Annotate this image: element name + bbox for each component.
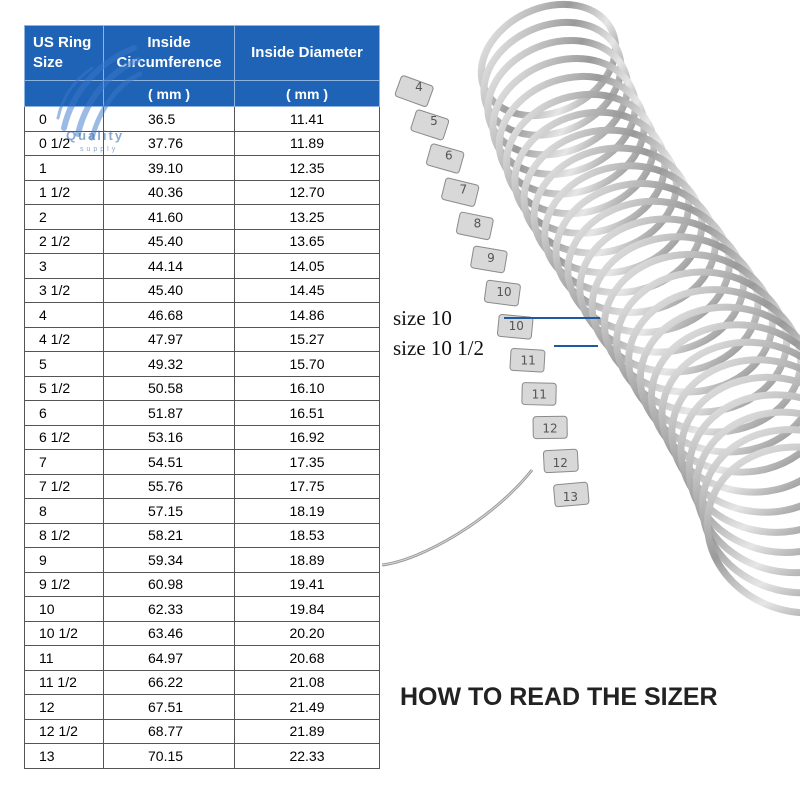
sizer-cable-highlight [382, 470, 532, 565]
cell-circumference: 54.51 [104, 450, 235, 475]
cell-diameter: 13.25 [235, 205, 380, 230]
sizer-tab-number: 7 [459, 182, 468, 197]
table-row [25, 523, 380, 548]
cell-circumference: 57.15 [104, 499, 235, 524]
sizer-tab-number: 11 [520, 353, 536, 368]
cell-size: 1 1/2 [25, 180, 104, 205]
cell-diameter: 22.33 [235, 744, 380, 769]
cell-size: 13 [25, 744, 104, 769]
cell-size: 2 1/2 [25, 229, 104, 254]
cell-diameter: 12.35 [235, 156, 380, 181]
cell-size: 3 1/2 [25, 278, 104, 303]
sizer-tab [410, 109, 449, 140]
cell-size: 4 1/2 [25, 327, 104, 352]
table-row [25, 205, 380, 230]
sizer-tab-number: 13 [562, 490, 579, 504]
cell-circumference: 44.14 [104, 254, 235, 279]
sizer-tab-number: 6 [444, 148, 453, 163]
cell-circumference: 60.98 [104, 572, 235, 597]
cell-circumference: 47.97 [104, 327, 235, 352]
sizer-tab [522, 383, 556, 406]
cell-diameter: 21.89 [235, 719, 380, 744]
cell-size: 10 1/2 [25, 621, 104, 646]
table-row [25, 254, 380, 279]
sizer-cable [382, 470, 532, 565]
sizer-tab [510, 348, 545, 372]
cell-circumference: 51.87 [104, 401, 235, 426]
table-row [25, 744, 380, 769]
table-body [25, 107, 380, 769]
sizer-tab-number: 11 [531, 387, 547, 402]
cell-circumference: 64.97 [104, 646, 235, 671]
cell-size: 8 1/2 [25, 523, 104, 548]
sizer-tab-number: 9 [487, 250, 495, 265]
cell-circumference: 50.58 [104, 376, 235, 401]
cell-size: 12 [25, 695, 104, 720]
cell-circumference: 70.15 [104, 744, 235, 769]
table-row [25, 621, 380, 646]
cell-diameter: 16.51 [235, 401, 380, 426]
cell-circumference: 62.33 [104, 597, 235, 622]
sizer-tab-number: 10 [508, 319, 524, 334]
cell-circumference: 66.22 [104, 670, 235, 695]
cell-circumference: 55.76 [104, 474, 235, 499]
watermark-subtext: supply [80, 146, 119, 153]
sizer-tab-number: 12 [542, 421, 558, 436]
sizer-tab [533, 416, 567, 438]
cell-diameter: 14.45 [235, 278, 380, 303]
header-inside-circumference: Inside Circumference [104, 26, 235, 81]
cell-circumference: 59.34 [104, 548, 235, 573]
cell-circumference: 68.77 [104, 719, 235, 744]
cell-circumference: 36.5 [104, 107, 235, 132]
header-unit-diameter: ( mm ) [235, 81, 380, 107]
cell-size: 5 [25, 352, 104, 377]
table-row [25, 695, 380, 720]
sizer-tab-number: 4 [415, 80, 423, 94]
cell-circumference: 37.76 [104, 131, 235, 156]
cell-circumference: 63.46 [104, 621, 235, 646]
cell-size: 11 [25, 646, 104, 671]
sizer-tab [441, 178, 479, 207]
cell-circumference: 39.10 [104, 156, 235, 181]
watermark-text: Quality [66, 128, 125, 143]
sizer-tab [553, 482, 589, 507]
cell-diameter: 18.19 [235, 499, 380, 524]
cell-circumference: 41.60 [104, 205, 235, 230]
cell-diameter: 18.89 [235, 548, 380, 573]
cell-diameter: 18.53 [235, 523, 380, 548]
cell-size: 9 1/2 [25, 572, 104, 597]
cell-circumference: 45.40 [104, 278, 235, 303]
table-row [25, 278, 380, 303]
table-row [25, 499, 380, 524]
header-unit-blank [25, 81, 104, 107]
cell-size: 1 [25, 156, 104, 181]
table-row [25, 597, 380, 622]
cell-diameter: 17.35 [235, 450, 380, 475]
cell-diameter: 14.05 [235, 254, 380, 279]
cell-size: 7 1/2 [25, 474, 104, 499]
sizer-tab-number: 12 [552, 455, 568, 470]
sizer-tab-number: 5 [430, 114, 438, 129]
cell-size: 8 [25, 499, 104, 524]
table-row [25, 229, 380, 254]
sizer-tab [470, 246, 507, 273]
cell-diameter: 17.75 [235, 474, 380, 499]
sizer-tab [394, 75, 433, 107]
cell-diameter: 19.84 [235, 597, 380, 622]
cell-size: 2 [25, 205, 104, 230]
cell-diameter: 11.41 [235, 107, 380, 132]
cell-diameter: 21.49 [235, 695, 380, 720]
table-row [25, 719, 380, 744]
cell-diameter: 12.70 [235, 180, 380, 205]
table-row [25, 352, 380, 377]
cell-size: 5 1/2 [25, 376, 104, 401]
cell-diameter: 19.41 [235, 572, 380, 597]
cell-size: 12 1/2 [25, 719, 104, 744]
cell-size: 11 1/2 [25, 670, 104, 695]
cell-size: 6 [25, 401, 104, 426]
cell-circumference: 49.32 [104, 352, 235, 377]
sizer-tab-number: 10 [496, 285, 512, 299]
cell-size: 4 [25, 303, 104, 328]
table-row [25, 425, 380, 450]
table-row [25, 180, 380, 205]
cell-circumference: 58.21 [104, 523, 235, 548]
how-to-read-caption: HOW TO READ THE SIZER [400, 683, 718, 711]
header-us-ring-size: US Ring Size [25, 26, 104, 81]
table-row [25, 303, 380, 328]
cell-size: 10 [25, 597, 104, 622]
cell-diameter: 20.68 [235, 646, 380, 671]
sizer-tab [456, 212, 494, 240]
table-row [25, 376, 380, 401]
sizer-tab-number: 8 [473, 216, 482, 231]
cell-diameter: 16.10 [235, 376, 380, 401]
cell-size: 0 1/2 [25, 131, 104, 156]
cell-diameter: 15.70 [235, 352, 380, 377]
header-unit-circumference: ( mm ) [104, 81, 235, 107]
header-inside-diameter: Inside Diameter [235, 26, 380, 81]
cell-diameter: 21.08 [235, 670, 380, 695]
table-row [25, 670, 380, 695]
sizer-tab [426, 143, 465, 173]
cell-circumference: 53.16 [104, 425, 235, 450]
table-row [25, 474, 380, 499]
cell-circumference: 45.40 [104, 229, 235, 254]
table-row [25, 327, 380, 352]
table-row [25, 450, 380, 475]
cell-diameter: 13.65 [235, 229, 380, 254]
label-size-10-half: size 10 1/2 [393, 336, 484, 360]
table-row [25, 401, 380, 426]
sizer-tab [484, 280, 521, 306]
cell-circumference: 40.36 [104, 180, 235, 205]
table-row [25, 548, 380, 573]
cell-size: 7 [25, 450, 104, 475]
cell-size: 3 [25, 254, 104, 279]
cell-diameter: 11.89 [235, 131, 380, 156]
cell-circumference: 46.68 [104, 303, 235, 328]
table-row [25, 156, 380, 181]
label-size-10: size 10 [393, 306, 452, 330]
cell-diameter: 16.92 [235, 425, 380, 450]
cell-size: 0 [25, 107, 104, 132]
cell-size: 6 1/2 [25, 425, 104, 450]
cell-diameter: 14.86 [235, 303, 380, 328]
cell-diameter: 20.20 [235, 621, 380, 646]
table-row [25, 572, 380, 597]
table-row [25, 646, 380, 671]
cell-diameter: 15.27 [235, 327, 380, 352]
cell-circumference: 67.51 [104, 695, 235, 720]
sizer-tab [543, 449, 578, 473]
cell-size: 9 [25, 548, 104, 573]
